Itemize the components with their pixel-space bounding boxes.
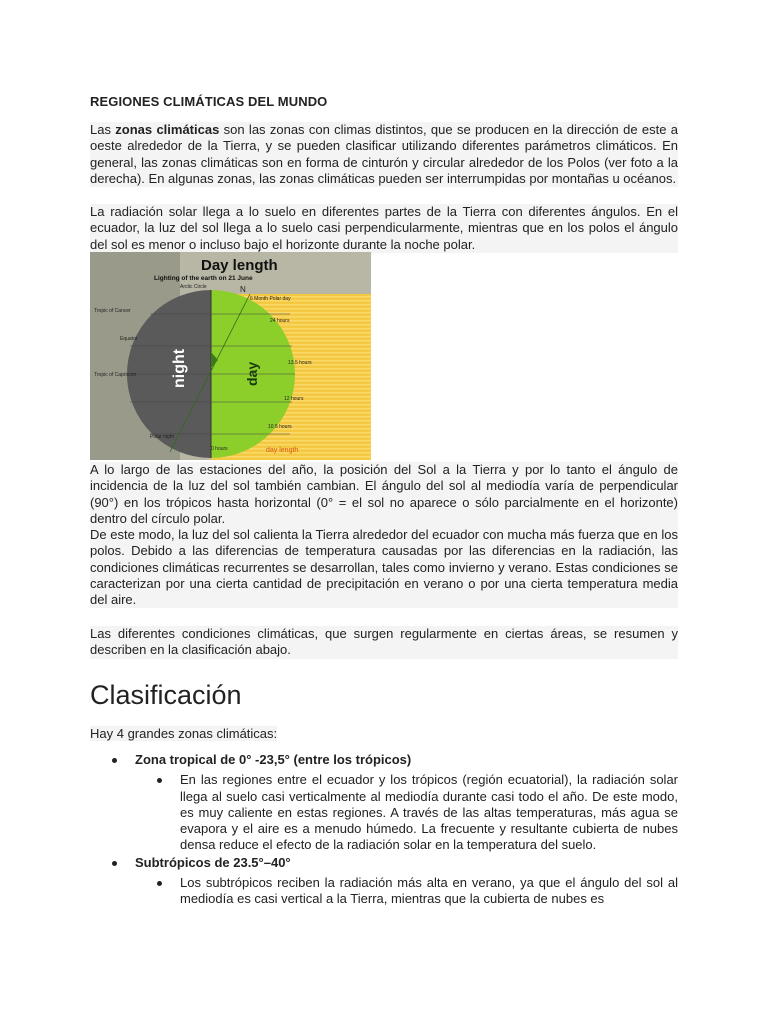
sub-list — [135, 875, 678, 908]
bullet — [112, 758, 117, 763]
document-title: REGIONES CLIMÁTICAS DEL MUNDO — [90, 94, 328, 109]
paragraph-seasons: A lo largo de las estaciones del año, la posición del Sol a la Tierra y por lo tanto el ángulo de incidencia de la luz del sol también cambian. El ángulo del sol al mediodía varía de perpendicular (90°) en los trópicos hasta horizontal (0° = el sol no aparece o sólo parcialmente en el horizonte) dentro del círculo polar. — [90, 462, 678, 526]
figure-subtitle: Lighting of the earth on 21 June — [154, 275, 253, 282]
paragraph-summary: Las diferentes condiciones climáticas, que surgen regularmente en ciertas áreas, se resumen y describen en la clasificación abajo. — [90, 626, 678, 658]
day-length-footer: day length — [266, 447, 299, 454]
polar-night-label: Polar night — [150, 434, 174, 440]
bullet — [112, 861, 117, 866]
bullet — [157, 881, 162, 886]
paragraph-radiation: La radiación solar llega a lo suelo en diferentes partes de la Tierra con diferentes ángulos. En el ecuador, la luz del sol llega a lo suelo casi perpendicularmente, mientras que en los polos el ángulo del sol es menor o incluso bajo el horizonte durante la noche polar. — [90, 204, 678, 252]
sub-list — [135, 772, 678, 853]
zone-description: En las regiones entre el ecuador y los trópicos (región ecuatorial), la radiación solar llega al suelo casi verticalmente al mediodía durante casi todo el año. De este modo, es muy caliente en estas regiones. A través de las altas temperaturas, más agua se evapora y el aire es a menudo húmedo. La frecuente y resultante cubierta de nubes densa reduce el efecto de la radiación solar en la temperatura del suelo. — [180, 772, 678, 853]
list-item — [135, 772, 678, 853]
polar-day-label: 6 Month Polar day — [250, 296, 291, 302]
figure-title: Day length — [201, 257, 278, 274]
hours-24-label: 24 hours — [270, 318, 290, 324]
intro-text: Hay 4 grandes zonas climáticas: — [90, 726, 278, 741]
tropic-cancer-label: Tropic of Cancer — [94, 308, 131, 314]
zones-list — [90, 752, 678, 908]
hours-12-label: 12 hours — [284, 396, 304, 402]
bold-term: zonas climáticas — [115, 122, 220, 137]
tropic-capricorn-label: Tropic of Capricorn — [94, 372, 137, 378]
north-label: N — [240, 285, 246, 294]
bullet — [157, 778, 162, 783]
arctic-label: Arctic Circle — [180, 284, 207, 290]
paragraph-intro — [90, 122, 678, 187]
equator-label: Equator — [120, 336, 138, 342]
list-item — [90, 855, 678, 908]
paragraph-text: son las zonas con climas distintos, que se producen en la dirección de este a oeste alrededor de la Tierra, y se pueden clasificar utilizando diferentes parámetros climáticos. En general, las zonas climáticas son en forma de cinturón y circular alrededor de los Polos (ver foto a la derecha). En algunas zonas, las zonas climáticas pueden ser interrumpidas por montañas u océanos. — [90, 122, 678, 186]
night-label: night — [171, 348, 188, 388]
zone-label: Subtrópicos de 23.5°–40° — [135, 854, 291, 870]
list-item — [135, 875, 678, 908]
hours-0-label: 0 hours — [211, 446, 228, 452]
hours-13-5-label: 13.5 hours — [288, 360, 312, 366]
day-label: day — [244, 361, 260, 386]
paragraph-heating: De este modo, la luz del sol calienta la Tierra alrededor del ecuador con mucha más fuerza que en los polos. Debido a las diferencias de temperatura causadas por las diferencias en la radiación, las condiciones climáticas recurrentes se desarrollan, tales como invierno y verano. Estas condiciones se caracterizan por una cierta cantidad de precipitación en verano o por una cierta temperatura media del aire. — [90, 527, 678, 608]
day-length-figure — [90, 252, 371, 460]
paragraph-text: Las — [90, 122, 116, 137]
section-heading: Clasificación — [90, 680, 242, 710]
hours-10-5-label: 10.5 hours — [268, 424, 292, 430]
zone-description: Los subtrópicos reciben la radiación más alta en verano, ya que el ángulo del sol al mediodía es casi vertical a la Tierra, mientras que la cubierta de nubes es — [180, 875, 678, 907]
list-item — [90, 752, 678, 854]
zone-label: Zona tropical de 0° -23,5° (entre los trópicos) — [135, 752, 412, 767]
